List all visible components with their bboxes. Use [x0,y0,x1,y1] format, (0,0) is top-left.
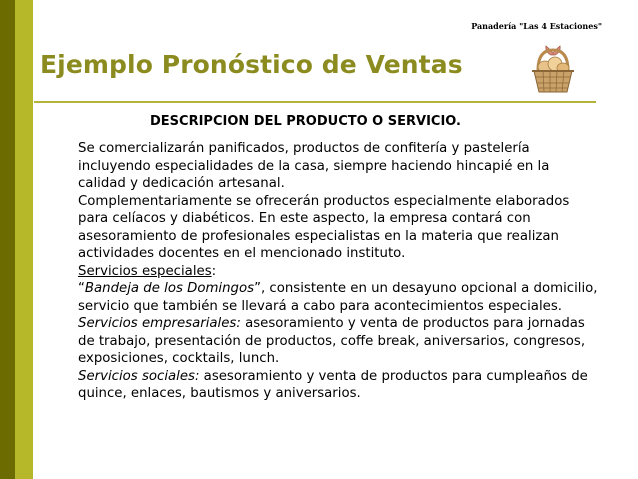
special-services-line [78,263,598,281]
slide-title: Ejemplo Pronóstico de Ventas [40,50,463,79]
bandeja-open-quote: “ [78,281,85,296]
left-accent-bar-light [15,0,33,479]
social-services-paragraph [78,368,598,403]
body-text [78,140,598,403]
complement-paragraph: Complementariamente se ofrecerán productos especialmente elaborados para celíacos y diabéticos. En este aspecto, la empresa contará con asesoramiento de profesionales especialistas en la materia que realizan actividades docentes en el mencionado instituto. [78,193,570,261]
section-heading: DESCRIPCION DEL PRODUCTO O SERVICIO. [150,114,461,129]
intro-paragraph: Se comercializarán panificados, productos de confitería y pastelería incluyendo especialidades de la casa, siempre haciendo hincapié en la calidad y dedicación artesanal. [78,141,550,191]
social-services-label: Servicios sociales: [78,368,200,384]
bread-basket-icon [528,40,578,96]
special-services-label: Servicios especiales [78,263,212,279]
bandeja-name: Bandeja de los Domingos [84,281,255,296]
bandeja-paragraph [78,280,598,315]
business-services-text: asesoramiento y venta de productos para jornadas de trabajo, presentación de productos, coffe break, aniversarios, congresos, exposiciones, cocktails, lunch. [78,316,586,366]
special-services-colon: : [211,263,217,279]
business-services-paragraph [78,315,598,368]
left-accent-bar-dark [0,0,15,479]
title-underline [34,101,596,103]
business-services-label: Servicios empresariales: [78,316,241,331]
social-services-text: asesoramiento y venta de productos para cumpleaños de quince, enlaces, bautismos y aniversarios. [78,368,588,401]
bandeja-description: ”, consistente en un desayuno opcional a domicilio, servicio que también se llevará a cabo para acontecimientos especiales. [78,281,598,314]
company-header: Panadería "Las 4 Estaciones" [471,21,602,31]
